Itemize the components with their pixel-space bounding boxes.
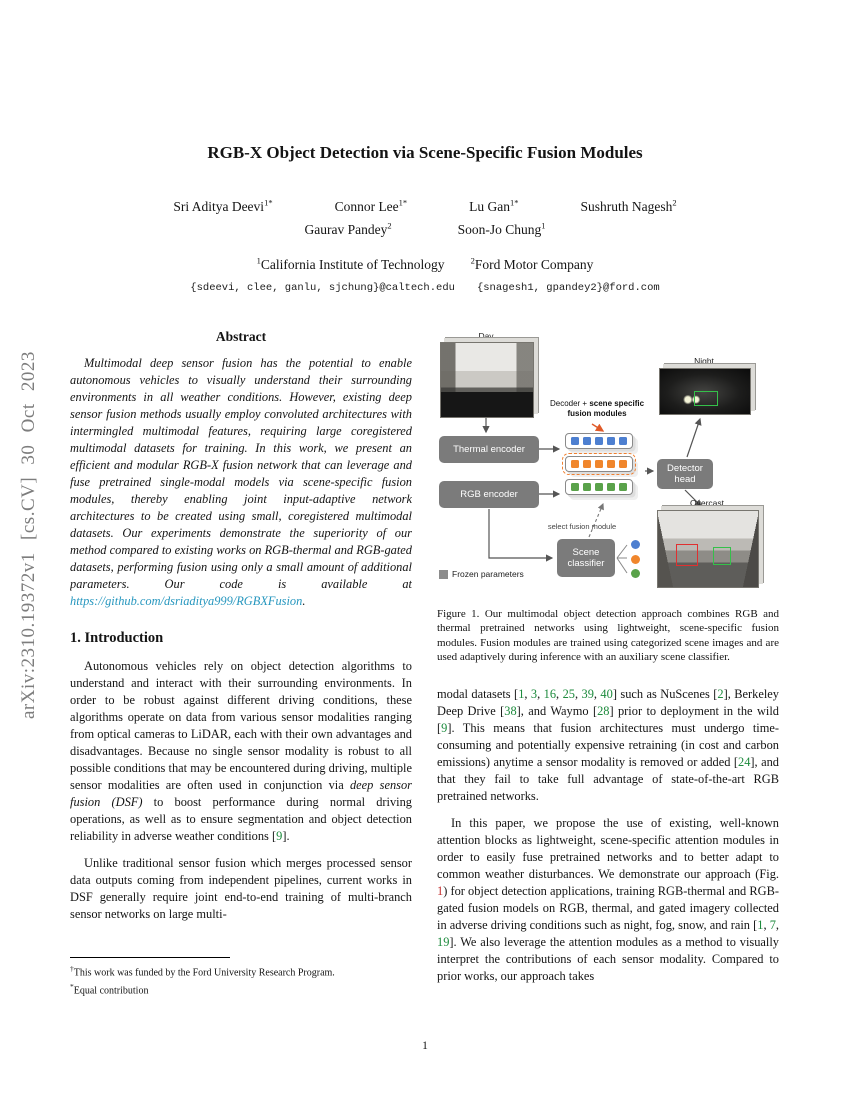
citation-link[interactable]: 1 (518, 687, 525, 702)
author-name: Connor Lee (334, 199, 399, 214)
text-segment: , (593, 687, 601, 702)
day-label: Day (478, 331, 494, 341)
right-column (437, 327, 779, 1003)
affiliation-name: Ford Motor Company (474, 257, 594, 272)
figure-1 (437, 331, 779, 593)
fusion-module-row (565, 456, 633, 472)
ford-emails: {snagesh1, gpandey2}@ford.com (476, 282, 660, 294)
fusion-param-square (607, 483, 615, 491)
text-segment: ], and Waymo [ (516, 704, 598, 719)
author (469, 199, 518, 215)
author-name: Sri Aditya Deevi (173, 199, 265, 214)
author (335, 199, 408, 215)
text-segment: Decoder + (549, 399, 590, 408)
scene-classifier-box: Scene classifier (557, 539, 615, 577)
author-affiliation-sup: 1* (264, 197, 273, 208)
fusion-param-square (583, 437, 591, 445)
citation-link[interactable]: 40 (600, 687, 613, 702)
citation-link[interactable]: 38 (504, 704, 517, 719)
figure-ref[interactable]: 1 (437, 884, 444, 899)
detection-box (676, 544, 698, 566)
citation-link[interactable]: 24 (738, 755, 751, 770)
text-segment: , (537, 687, 544, 702)
overcast-image (657, 510, 759, 588)
author (581, 199, 677, 215)
authors-row-1 (0, 199, 850, 215)
text-segment: ]. We also leverage the attention modules as a method to visually interpret the contributions of each sensor modality. Compared to prior works, our approach takes (437, 935, 779, 984)
authors-row-2 (0, 222, 850, 238)
body-paragraph-continuation (437, 686, 779, 805)
fusion-param-square (619, 437, 627, 445)
frozen-label: Frozen parameters (452, 569, 524, 579)
text-segment: † (70, 964, 74, 974)
text-segment: ], Berkeley Deep Drive [ (437, 687, 779, 719)
scene-dot-blue (631, 540, 640, 549)
text-segment: In this paper, we propose the use of existing, well-known attention blocks as lightweight, scene-specific attention modules in order to easily fuse pretrained networks and to better adapt to common weather disturbances. We demonstrate our approach (Fig. (437, 816, 779, 882)
fusion-param-square (595, 460, 603, 468)
author-name: Lu Gan (469, 199, 511, 214)
text-segment: ] prior to deployment in the wild [ (437, 704, 779, 736)
figure-caption: Figure 1. Our multimodal object detection approach combines RGB and thermal pretrained networks using lightweight, scene-specific fusion modules. Fusion modules are trained using categorized scene images and are used adaptively during inference with an auxiliary scene classifier. (437, 608, 779, 663)
text-segment: deep sensor fusion (DSF) (70, 778, 412, 809)
text-segment: ]. This means that fusion architectures must undergo time-consuming and potentially expensive retraining (in cost and carbon emissions) anytime a sensor modality is removed or added [ (437, 721, 779, 770)
fusion-param-square (607, 437, 615, 445)
author (458, 222, 546, 238)
author (305, 222, 392, 238)
citation-link[interactable]: 28 (597, 704, 610, 719)
citation-link[interactable]: 3 (530, 687, 538, 702)
author-name: Gaurav Pandey (304, 222, 388, 237)
paper-header (0, 0, 850, 294)
footnote-equal-contribution (70, 980, 412, 997)
affiliation (257, 257, 445, 273)
detector-head-box: Detector head (657, 459, 713, 489)
section-heading-introduction: 1. Introduction (70, 630, 164, 646)
text-segment: Equal contribution (73, 985, 149, 996)
text-segment: Autonomous vehicles rely on object detection algorithms to understand and interact with their surrounding environments. In order to be robust against different driving conditions, these algorithms operate on data from various sensor modalities ranging from optical cameras to LiDAR, each with their own advantages and disadvantages. Because no single sensor modality is robust to all possible conditions that may be encountered during driving, multiple sensor modalities are often used in conjunction via (70, 659, 412, 792)
affiliation (471, 257, 594, 273)
citation-link[interactable]: 16 (543, 687, 557, 702)
overcast-label: Overcast (689, 498, 724, 508)
fusion-module-stack (565, 433, 645, 502)
fusion-param-square (583, 460, 591, 468)
night-label: Night (694, 356, 714, 366)
fusion-param-square (571, 460, 579, 468)
intro-paragraph-2 (70, 855, 412, 923)
fusion-param-square (571, 483, 579, 491)
citation-link[interactable]: 19 (437, 935, 450, 950)
day-image (440, 342, 534, 418)
rgb-encoder-box: RGB encoder (439, 481, 539, 508)
select-fusion-label: select fusion module (547, 522, 617, 531)
fusion-param-square (619, 460, 627, 468)
author-affiliation-sup: 1 (541, 220, 546, 231)
text-segment: , (763, 918, 770, 933)
fusion-param-square (607, 460, 615, 468)
author-affiliation-sup: 2 (672, 197, 677, 208)
citation-link[interactable]: 9 (441, 721, 448, 736)
text-segment: to boost performance during normal driving operations, as well as to ensure segmentation and object detection reliability in adverse weather conditions [ (70, 795, 412, 843)
text-segment: This work was funded by the Ford University Research Program. (73, 967, 335, 979)
fusion-param-square (583, 483, 591, 491)
thermal-encoder-box: Thermal encoder (439, 436, 539, 463)
detection-box (694, 391, 718, 407)
detection-box (713, 547, 731, 566)
text-segment: * (70, 981, 74, 991)
affiliation-line (0, 257, 850, 273)
page-number: 1 (422, 1040, 428, 1052)
arxiv-watermark: arXiv:2310.19372v1 [cs.CV] 30 Oct 2023 (18, 351, 39, 719)
fusion-param-square (595, 483, 603, 491)
text-segment: , (556, 687, 563, 702)
caltech-emails: {sdeevi, clee, ganlu, sjchung}@caltech.edu (190, 282, 455, 294)
scene-dots (631, 540, 640, 578)
frozen-parameters-legend (439, 569, 524, 579)
footnote-funding (70, 962, 412, 979)
text-segment: ) for object detection applications, training RGB-thermal and RGB-gated fusion models on RGB, thermal, and gated imagery collected in adverse driving conditions such as night, fog, snow, and rain [ (437, 884, 779, 933)
url-link[interactable]: https://github.com/dsriaditya999/RGBXFusion (70, 594, 303, 608)
text-segment: Multimodal deep sensor fusion has the potential to enable autonomous vehicles to visually understand their surrounding environments in all weather conditions. However, existing deep sensor fusion methods usually employ convoluted architectures with intermingled multimodal features, requiring large coregistered multimodal datasets for training. In this work, we present an efficient and modular RGB-X fusion network that can leverage and fuse pretrained single-modal models via scene-specific fusion modules, thereby enabling joint input-adaptive network architectures to be created using small, coregistered multimodal datasets. Our experiments demonstrate the superiority of our method compared to existing works on RGB-thermal and RGB-gated datasets, performing fusion using only a small amount of additional parameters. Our code is available at (70, 356, 412, 591)
abstract-heading: Abstract (215, 329, 267, 344)
affiliation-sup: 2 (470, 255, 475, 266)
paper-title: RGB-X Object Detection via Scene-Specific Fusion Modules (207, 143, 643, 162)
text-segment: ] such as NuScenes [ (612, 687, 718, 702)
text-segment: modal datasets [ (437, 687, 519, 702)
text-segment: scene specific fusion modules (567, 399, 645, 419)
citation-link[interactable]: 1 (757, 918, 764, 933)
text-segment: , (775, 918, 779, 933)
affiliation-name: California Institute of Technology (260, 257, 445, 272)
text-segment: Unlike traditional sensor fusion which merges processed sensor data outputs coming from independent pipelines, current works in DSF generally require joint end-to-end training of multi-branch sensor networks on large multi- (70, 856, 412, 921)
frozen-square-icon (439, 570, 448, 579)
text-segment: . (302, 594, 306, 608)
author-name: Soon-Jo Chung (457, 222, 542, 237)
abstract-text (70, 355, 412, 610)
text-segment: , (524, 687, 531, 702)
text-segment: ]. (282, 829, 290, 843)
citation-link[interactable]: 7 (769, 918, 776, 933)
footnotes (70, 957, 412, 997)
author (173, 199, 272, 215)
two-column-body (0, 327, 850, 1003)
fusion-module-row (565, 479, 633, 495)
scene-dot-green (631, 569, 640, 578)
email-line (0, 282, 850, 294)
fusion-param-square (595, 437, 603, 445)
fusion-param-square (619, 483, 627, 491)
left-column (70, 327, 412, 1003)
scene-dot-orange (631, 555, 640, 564)
intro-paragraph-1 (70, 658, 412, 845)
author-affiliation-sup: 1* (510, 197, 519, 208)
citation-link[interactable]: 9 (276, 829, 283, 843)
author-affiliation-sup: 2 (387, 220, 392, 231)
fusion-param-square (571, 437, 579, 445)
decoder-label (541, 399, 653, 420)
author-affiliation-sup: 1* (398, 197, 408, 208)
body-paragraph-2 (437, 815, 779, 985)
text-segment: , (574, 687, 582, 702)
citation-link[interactable]: 2 (717, 687, 724, 702)
night-image (659, 368, 751, 415)
footnote-rule (70, 957, 230, 958)
text-segment: ], and that they fail to take full advantage of state-of-the-art RGB pretrained networks. (437, 755, 779, 804)
citation-link[interactable]: 25 (562, 687, 575, 702)
citation-link[interactable]: 39 (581, 687, 594, 702)
affiliation-sup: 1 (256, 255, 261, 266)
fusion-module-row (565, 433, 633, 449)
author-name: Sushruth Nagesh (580, 199, 673, 214)
